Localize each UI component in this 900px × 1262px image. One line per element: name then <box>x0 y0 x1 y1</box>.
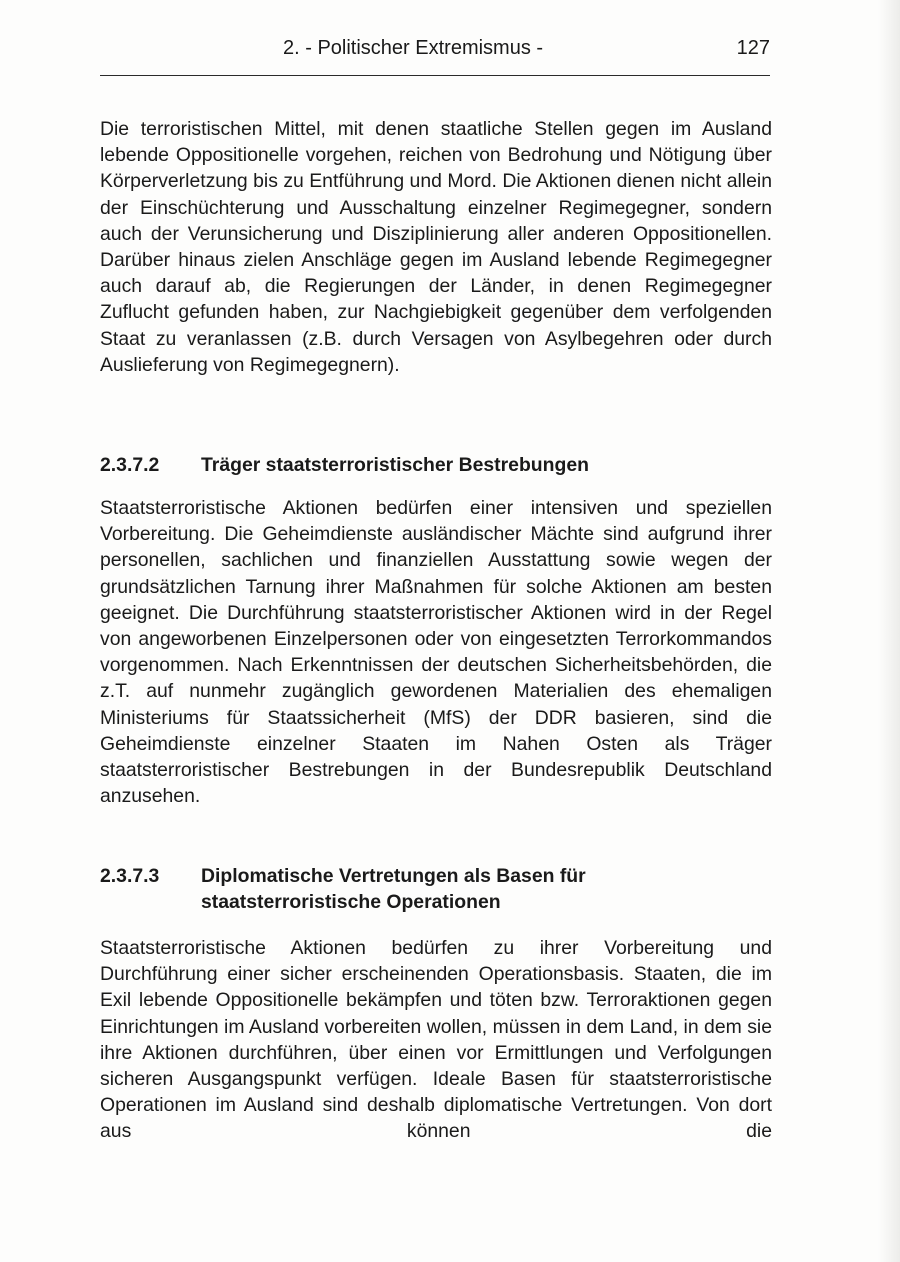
body-paragraph: Staatsterroristische Aktionen bedürfen zu ihrer Vorbereitung und Durchführung einer sicher erscheinenden Operationsbasis. Staaten, die im Exil lebende Oppositionelle bekämpfen und töten bzw. Terroraktionen gegen Einrichtungen im Ausland vorbereiten wollen, müssen in dem Land, in dem sie ihre Aktionen durchführen, über einen vor Ermittlungen und Verfolgungen sicheren Ausgangspunkt verfügen. Ideale Basen für staatsterroristische Operationen im Ausland sind deshalb diplomatische Vertretungen. Von dort aus können die <box>100 937 772 1143</box>
body-paragraph: Die terroristischen Mittel, mit denen staatliche Stellen gegen im Ausland lebende Oppositionelle vorgehen, reichen von Bedrohung und Nötigung über Körperverletzung bis zu Entführung und Mord. Die Aktionen dienen nicht allein der Einschüchterung und Ausschaltung einzelner Regimegegner, sondern auch der Verunsicherung und Disziplinierung aller anderen Oppositionellen. Darüber hinaus zielen Anschläge gegen im Ausland lebende Regimegegner auch darauf ab, die Regierungen der Länder, in denen Regimegegner Zuflucht gefunden haben, zur Nachgiebigkeit gegenüber dem verfolgenden Staat zu veranlassen (z.B. durch Versagen von Asylbegehren oder durch Auslieferung von Regimegegnern). <box>100 118 772 376</box>
body-paragraph: Staatsterroristische Aktionen bedürfen einer intensiven und speziellen Vorbereitung. Die Geheimdienste ausländischer Mächte sind aufgrund ihrer personellen, sachlichen und finanziellen Ausstattung sowie wegen der grundsätzlichen Tarnung ihrer Maßnahmen für solche Aktionen am besten geeignet. Die Durchführung staatsterroristischer Aktionen wird in der Regel von angeworbenen Einzelpersonen oder von eingesetzten Terrorkommandos vorgenommen. Nach Erkenntnissen der deutschen Sicherheitsbehörden, die z.T. auf nunmehr zugänglich gewordenen Materialien des ehemaligen Ministeriums für Staatssicherheit (MfS) der DDR basieren, sind die Geheimdienste einzelner Staaten im Nahen Osten als Träger staatsterroristischer Bestrebungen in der Bundesrepublik Deutschland anzusehen. <box>100 497 772 808</box>
running-header <box>100 34 770 62</box>
section-number: 2.3.7.3 <box>100 865 160 887</box>
page-edge-shadow <box>878 0 900 1262</box>
page-number: 127 <box>736 37 770 59</box>
section-number: 2.3.7.2 <box>100 454 160 476</box>
section-heading <box>100 863 780 915</box>
running-title: 2. - Politischer Extremismus - <box>283 37 544 59</box>
section-heading <box>100 452 780 478</box>
section-title: Diplomatische Vertretungen als Basen für staatsterroristische Operationen <box>201 865 586 913</box>
header-rule <box>100 75 770 76</box>
section-title: Träger staatsterroristischer Bestrebungen <box>201 454 589 476</box>
